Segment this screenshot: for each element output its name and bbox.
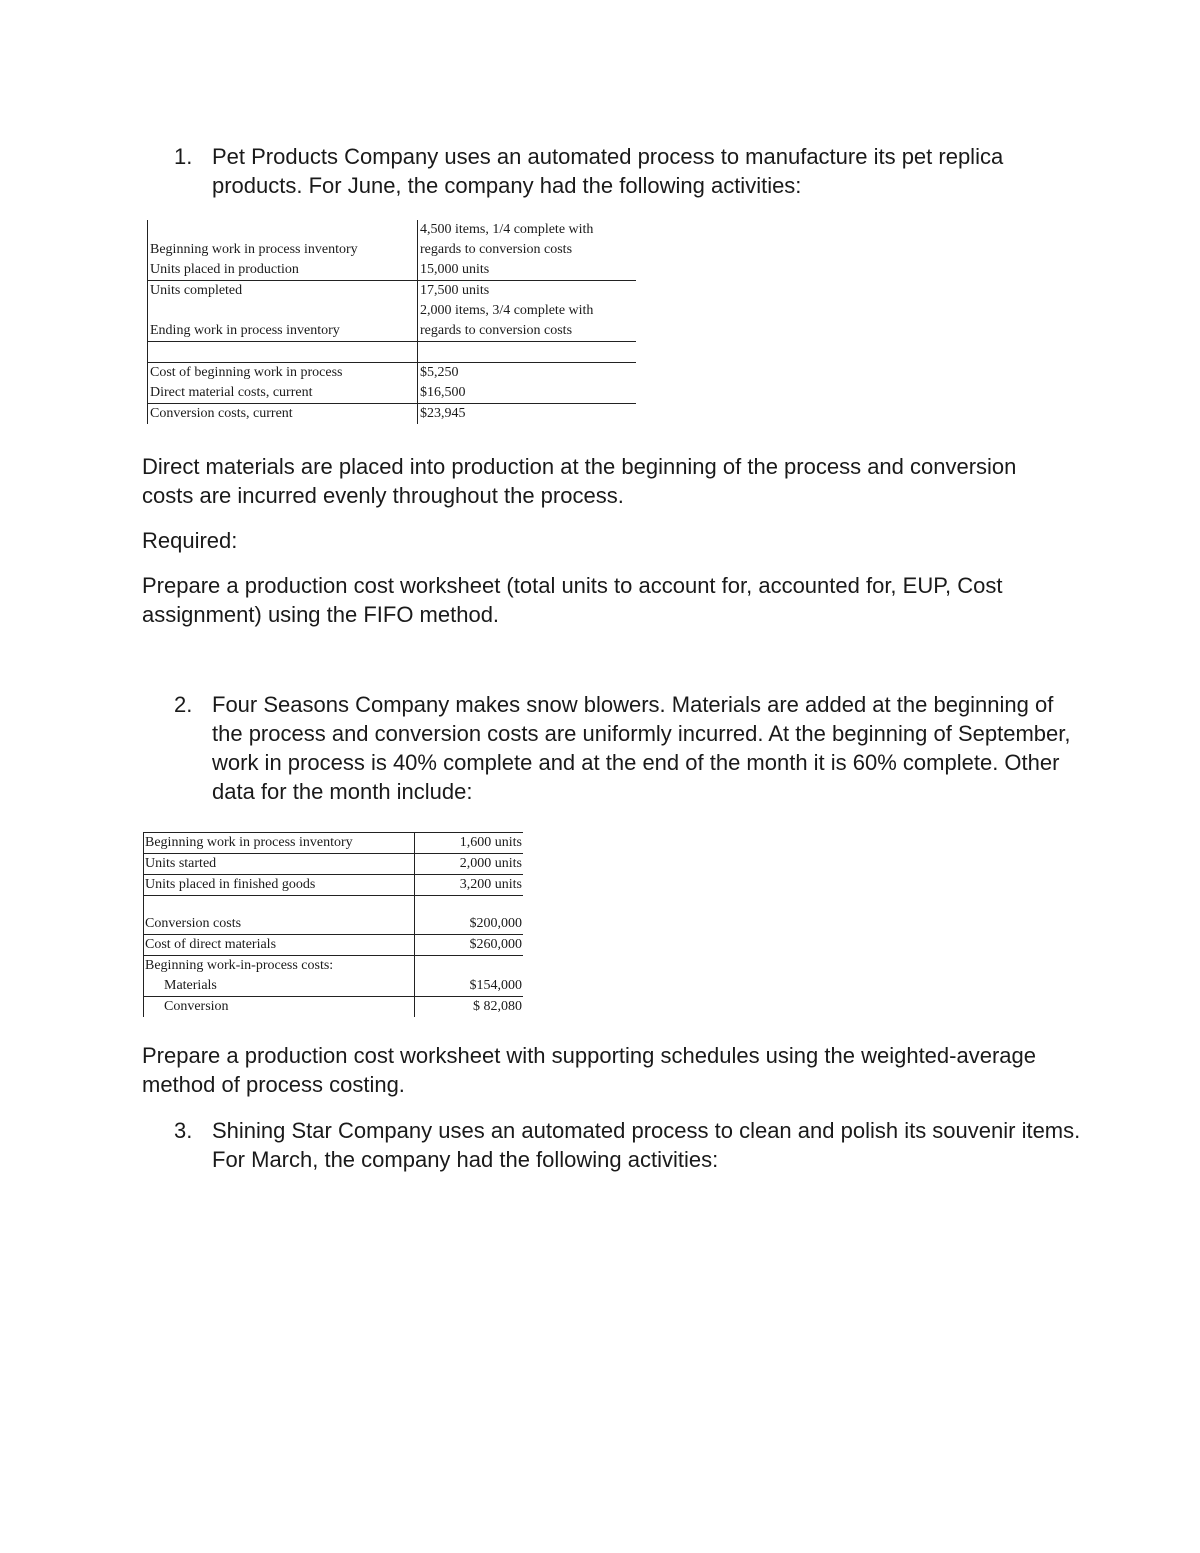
row-label: Cost of beginning work in process bbox=[148, 363, 418, 384]
row-value: 17,500 units bbox=[418, 281, 637, 302]
problem-1-data-table bbox=[147, 220, 636, 424]
row-label: Beginning work in process inventory bbox=[148, 220, 418, 260]
row-label: Beginning work-in-process costs: bbox=[144, 956, 415, 977]
problem-2-number: 2. bbox=[174, 692, 193, 717]
table-row bbox=[144, 833, 524, 854]
row-value: $23,945 bbox=[418, 404, 637, 425]
table-row bbox=[148, 404, 637, 425]
row-value-line: 2,000 items, 3/4 complete with bbox=[420, 303, 594, 318]
row-label: Units completed bbox=[148, 281, 418, 302]
problem-3-intro: Shining Star Company uses an automated process to clean and polish its souvenir items. For March, the company had the following activities: bbox=[212, 1118, 1081, 1172]
table-row bbox=[144, 956, 524, 977]
row-value-line: regards to conversion costs bbox=[420, 242, 573, 257]
problem-1-number: 1. bbox=[174, 144, 193, 169]
row-value: $16,500 bbox=[418, 383, 637, 404]
row-value: 3,200 units bbox=[415, 875, 524, 896]
table-row bbox=[148, 260, 637, 281]
table-row bbox=[144, 997, 524, 1018]
row-label: Conversion costs bbox=[144, 896, 415, 935]
table-row bbox=[148, 363, 637, 384]
table-row bbox=[148, 301, 637, 342]
row-value-line: 4,500 items, 1/4 complete with bbox=[420, 222, 594, 237]
row-value bbox=[415, 956, 524, 977]
problem-1-intro: Pet Products Company uses an automated process to manufacture its pet replica products. For June, the company had the following activities: bbox=[212, 144, 1004, 198]
row-label: Direct material costs, current bbox=[148, 383, 418, 404]
row-label: Units placed in finished goods bbox=[144, 875, 415, 896]
row-label: Cost of direct materials bbox=[144, 935, 415, 956]
problem-1-required-text: Prepare a production cost worksheet (total units to account for, accounted for, EUP, Cost assignment) using the FIFO method. bbox=[142, 573, 1003, 627]
problem-2-after-text: Prepare a production cost worksheet with supporting schedules using the weighted-average method of process costing. bbox=[142, 1043, 1036, 1097]
row-value bbox=[418, 301, 637, 342]
table-row bbox=[148, 342, 637, 363]
problem-1-after-text: Direct materials are placed into production at the beginning of the process and conversion costs are incurred evenly throughout the process. bbox=[142, 454, 1017, 508]
problem-2-intro: Four Seasons Company makes snow blowers. Materials are added at the beginning of the process and conversion costs are uniformly incurred. At the beginning of September, work in process is 40% complete and at the end of the month it is 60% complete. Other data for the month include: bbox=[212, 692, 1071, 804]
table-row bbox=[144, 875, 524, 896]
table-row bbox=[144, 935, 524, 956]
problem-2-data-table bbox=[143, 832, 523, 1017]
row-value: $200,000 bbox=[415, 896, 524, 935]
row-value: $154,000 bbox=[415, 976, 524, 997]
row-label: Units started bbox=[144, 854, 415, 875]
row-value: $ 82,080 bbox=[415, 997, 524, 1018]
row-label bbox=[148, 342, 418, 363]
row-label: Units placed in production bbox=[148, 260, 418, 281]
row-value: $260,000 bbox=[415, 935, 524, 956]
table-row bbox=[144, 854, 524, 875]
problem-3-number: 3. bbox=[174, 1118, 193, 1143]
row-label: Ending work in process inventory bbox=[148, 301, 418, 342]
row-value: 2,000 units bbox=[415, 854, 524, 875]
row-value-line: regards to conversion costs bbox=[420, 323, 573, 338]
table-row bbox=[148, 281, 637, 302]
table-row bbox=[148, 383, 637, 404]
row-value bbox=[418, 342, 637, 363]
row-value: 1,600 units bbox=[415, 833, 524, 854]
row-label: Conversion bbox=[144, 997, 415, 1018]
table-row bbox=[144, 976, 524, 997]
problem-1-required-label: Required: bbox=[142, 528, 238, 553]
table-row bbox=[148, 220, 637, 260]
row-label: Materials bbox=[144, 976, 415, 997]
row-value bbox=[418, 220, 637, 260]
table-row bbox=[144, 896, 524, 935]
row-value: 15,000 units bbox=[418, 260, 637, 281]
row-label: Beginning work in process inventory bbox=[144, 833, 415, 854]
row-label: Conversion costs, current bbox=[148, 404, 418, 425]
row-value: $5,250 bbox=[418, 363, 637, 384]
